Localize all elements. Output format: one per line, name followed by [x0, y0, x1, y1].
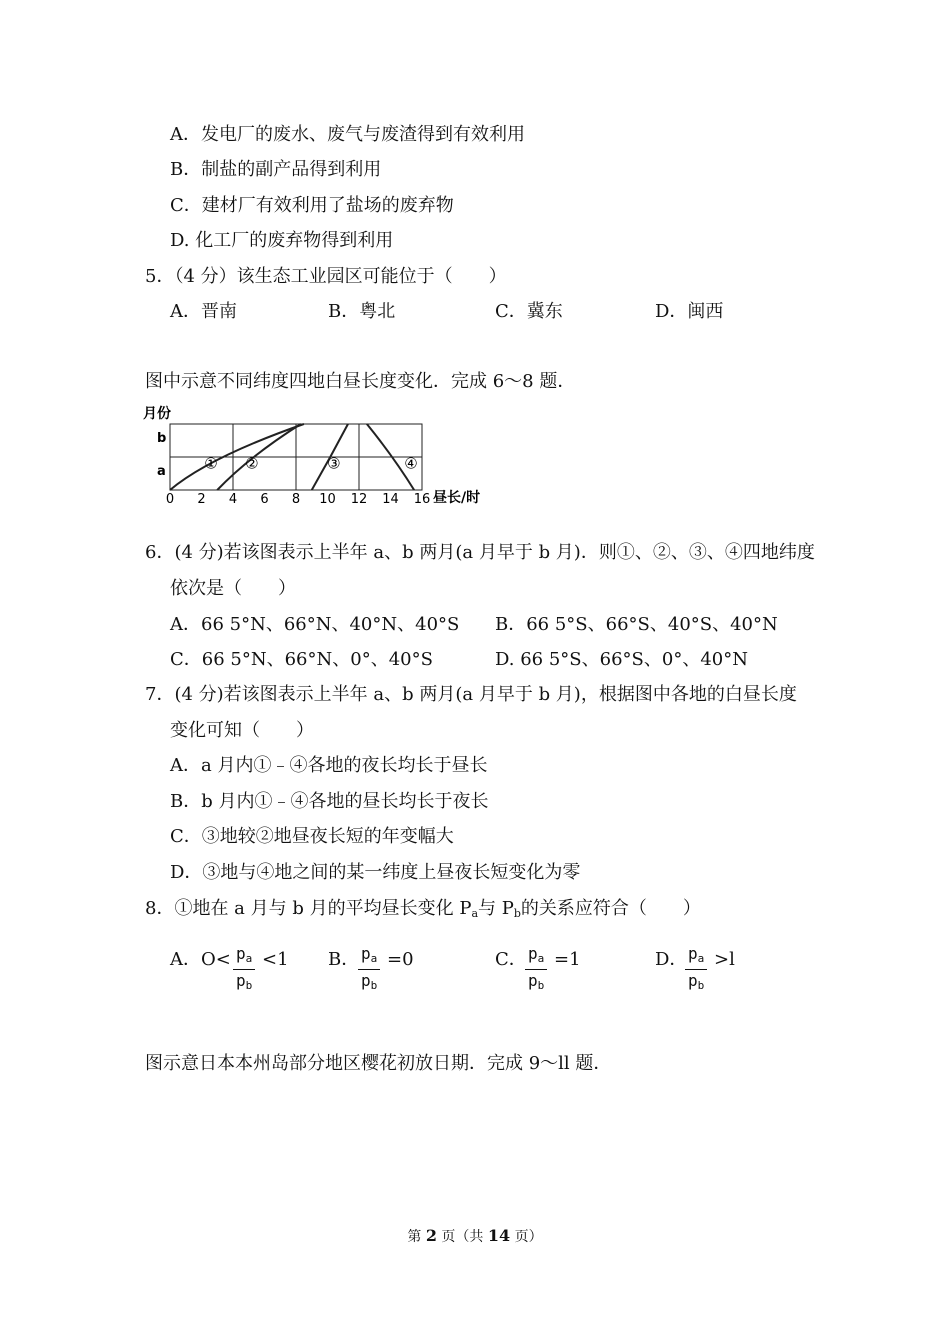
- den-sub: b: [697, 979, 705, 992]
- q8-option-a-fraction: [233, 944, 255, 997]
- q4-option-a: A．发电厂的废水、废气与废渣得到有效利用: [170, 124, 525, 145]
- q6-option-a: A．66 5°N、66°N、40°N、40°S: [170, 614, 460, 635]
- intro-6-8: 图中示意不同纬度四地白昼长度变化．完成 6～8 题．: [145, 371, 576, 392]
- q8-option-c-post: =1: [554, 949, 581, 970]
- num-sub: a: [245, 952, 253, 965]
- q8-option-c-fraction: [525, 944, 547, 997]
- footer-total-pages: 14: [487, 1226, 511, 1245]
- den-sub: b: [537, 979, 545, 992]
- num-sub: a: [697, 952, 705, 965]
- q8-stem-mid: 与 P: [478, 898, 514, 919]
- num-p: p: [236, 944, 246, 963]
- q7-option-a: A．a 月内①﹣④各地的夜长均长于昼长: [170, 755, 488, 776]
- q8-option-d-fraction: [685, 944, 707, 997]
- footer-mid: 页（共: [436, 1229, 488, 1245]
- q7-option-c: C．③地较②地昼夜长短的年变幅大: [170, 826, 454, 847]
- chart-xtick-4: 4: [228, 492, 238, 507]
- q6-option-c: C．66 5°N、66°N、0°、40°S: [170, 649, 433, 670]
- q8-stem-sub-b: b: [513, 907, 521, 920]
- q5-option-c: C．冀东: [495, 301, 563, 322]
- den-p: p: [528, 971, 538, 990]
- q8-option-a-pre: A．O<: [170, 949, 231, 970]
- chart-xtick-14: 14: [382, 492, 399, 507]
- q8-stem-post: 的关系应符合（ ）: [520, 898, 701, 919]
- q5-option-b: B．粤北: [328, 301, 396, 322]
- fraction-denominator: [233, 970, 255, 997]
- q8-option-b-pre: B．: [328, 949, 360, 970]
- daylength-chart: [143, 400, 503, 510]
- chart-xlabel: 昼长/时: [433, 490, 481, 506]
- chart-ytick-a: a: [157, 464, 166, 479]
- chart-xtick-16: 16: [413, 492, 431, 507]
- chart-series-1-label: ①: [204, 454, 218, 473]
- fraction-numerator: [685, 944, 707, 970]
- q5-stem: 5．（4 分）该生态工业园区可能位于（ ）: [145, 266, 507, 287]
- q7-option-d: D．③地与④地之间的某一纬度上昼夜长短变化为零: [170, 862, 581, 883]
- q8-option-d-post: >l: [714, 949, 735, 970]
- q8-stem-sub-a: a: [471, 907, 478, 920]
- num-p: p: [688, 944, 698, 963]
- num-p: p: [361, 944, 371, 963]
- q6-stem-line2: 依次是（ ）: [170, 578, 296, 599]
- fraction-denominator: [685, 970, 707, 997]
- footer-page-number: 2: [425, 1226, 437, 1245]
- intro-9-11: 图示意日本本州岛部分地区樱花初放日期．完成 9～ll 题．: [145, 1053, 612, 1074]
- q4-option-b: B．制盐的副产品得到利用: [170, 159, 382, 180]
- q8-option-b-post: =0: [387, 949, 414, 970]
- q6-option-b: B．66 5°S、66°S、40°S、40°N: [495, 614, 778, 635]
- chart-series-4-label: ④: [404, 454, 418, 473]
- den-p: p: [688, 971, 698, 990]
- fraction-numerator: [233, 944, 255, 970]
- q5-option-a: A．晋南: [170, 301, 237, 322]
- q8-option-d-pre: D．: [655, 949, 688, 970]
- q8-option-a-post: <1: [262, 949, 289, 970]
- page-footer: [0, 1226, 950, 1246]
- q8-stem-pre: 8．①地在 a 月与 b 月的平均昼长变化 P: [145, 898, 472, 919]
- q8-option-b-fraction: [358, 944, 380, 997]
- q8-option-c-pre: C．: [495, 949, 527, 970]
- fraction-numerator: [358, 944, 380, 970]
- den-p: p: [236, 971, 246, 990]
- chart-xtick-8: 8: [291, 492, 301, 507]
- den-sub: b: [245, 979, 253, 992]
- q7-stem-line1: 7．(4 分)若该图表示上半年 a、b 两月(a 月早于 b 月)，根据图中各地的白昼长度: [145, 684, 797, 705]
- num-sub: a: [370, 952, 378, 965]
- q4-option-d: D. 化工厂的废弃物得到利用: [170, 230, 394, 251]
- chart-ylabel: 月份: [143, 406, 171, 422]
- den-sub: b: [370, 979, 378, 992]
- fraction-denominator: [525, 970, 547, 997]
- fraction-numerator: [525, 944, 547, 970]
- q6-option-d: D. 66 5°S、66°S、0°、40°N: [495, 649, 748, 670]
- chart-series-3-label: ③: [327, 454, 341, 473]
- den-p: p: [361, 971, 371, 990]
- footer-post: 页）: [510, 1229, 543, 1245]
- q5-option-d: D．闽西: [655, 301, 724, 322]
- q6-stem-line1: 6．(4 分)若该图表示上半年 a、b 两月(a 月早于 b 月)．则①、②、③、④四地纬度: [145, 542, 815, 563]
- q7-option-b: B．b 月内①﹣④各地的昼长均长于夜长: [170, 791, 489, 812]
- chart-xtick-0: 0: [165, 492, 175, 507]
- q8-stem: [145, 897, 701, 926]
- num-sub: a: [537, 952, 545, 965]
- q4-option-c: C．建材厂有效利用了盐场的废弃物: [170, 195, 454, 216]
- chart-xtick-10: 10: [319, 492, 336, 507]
- num-p: p: [528, 944, 538, 963]
- chart-series-2-label: ②: [245, 454, 259, 473]
- chart-xtick-2: 2: [197, 492, 206, 507]
- q7-stem-line2: 变化可知（ ）: [170, 720, 314, 741]
- fraction-denominator: [358, 970, 380, 997]
- chart-ytick-b: b: [157, 431, 167, 446]
- chart-xtick-6: 6: [260, 492, 269, 507]
- footer-pre: 第: [407, 1229, 426, 1245]
- chart-xtick-12: 12: [350, 492, 368, 507]
